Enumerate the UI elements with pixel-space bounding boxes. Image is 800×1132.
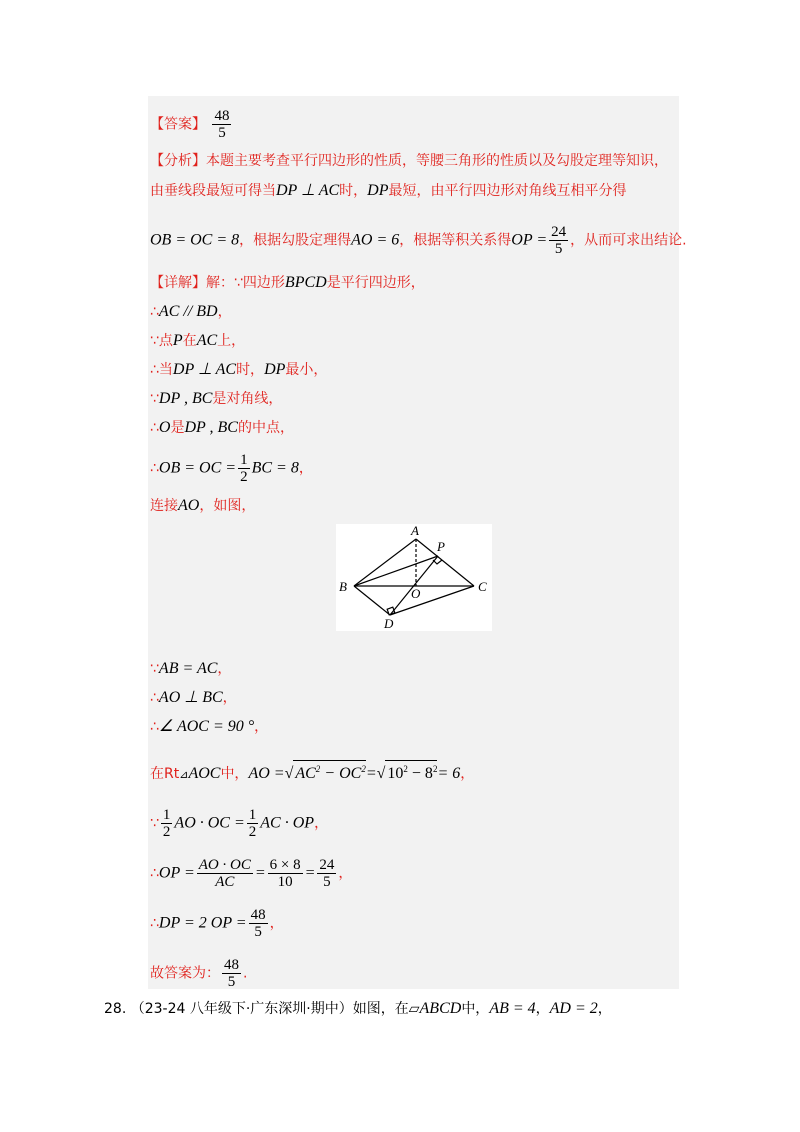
answer-fraction: $\frac{48}{5}$ <box>214 108 230 141</box>
parallelogram-symbol: ▱ <box>408 1001 420 1017</box>
detail-line-9: ∵AB = AC， <box>150 660 232 677</box>
detail-line-3: ∵点P在AC上， <box>150 332 246 349</box>
segment-bd <box>354 586 390 615</box>
parallelogram-diagram <box>336 524 492 631</box>
geometry-figure <box>336 524 492 631</box>
right-angle-mark-d <box>387 607 395 615</box>
question-number: 28. <box>104 1001 127 1017</box>
label-d: D <box>384 616 394 631</box>
right-angle-mark-p <box>433 560 442 564</box>
detail-line-15: ∴DP = 2 OP = $\frac{48}{5}$ ， <box>150 907 284 940</box>
detail-line-16: 故答案为： $\frac{48}{5}$ . <box>150 957 248 990</box>
label-a: A <box>411 524 419 538</box>
label-c: C <box>478 579 487 594</box>
label-p: P <box>437 539 445 554</box>
segment-dc <box>390 586 474 615</box>
analysis-line-2: 由垂线段最短可得当DP ⊥ AC时，DP最短，由平行四边形对角线互相平分得 <box>150 182 627 199</box>
detail-line-1: 【详解】解：∵四边形BPCD是平行四边形， <box>150 274 425 291</box>
detail-line-8: 连接AO，如图， <box>150 497 256 514</box>
detail-line-4: ∴当DP ⊥ AC时，DP最小， <box>150 361 328 378</box>
detail-line-14: ∴OP = $\frac{AO \cdot OC}{AC}$ = $\frac{6 \times 8}{10}$ = $\frac{24}{5}$ ， <box>150 857 353 890</box>
detail-tag: 【详解】 <box>150 275 206 291</box>
detail-line-10: ∴AO ⊥ BC， <box>150 689 237 706</box>
answer-tag: 【答案】 <box>150 116 206 133</box>
label-o: O <box>411 586 421 601</box>
detail-line-2: ∴AC // BD， <box>150 303 232 320</box>
detail-line-12: 在Rt⊿AOC中，AO =√ $AC^2 - OC^2=√$ $10^2 - 8^2= 6$， <box>150 760 474 784</box>
sqrt-ac-oc: $AC^2 - OC^2$ <box>293 760 365 782</box>
sqrt-10-8: $10^2 - 8^2$ <box>385 760 437 782</box>
detail-line-5: ∵DP , BC是对角线， <box>150 390 283 407</box>
answer-line <box>150 108 233 141</box>
analysis-tag: 【分析】 <box>150 153 206 169</box>
analysis-line-1: 【分析】本题主要考查平行四边形的性质，等腰三角形的性质以及勾股定理等知识， <box>150 153 668 169</box>
question-28-line: 28. （23-24 八年级下·广东深圳·期中）如图，在▱ABCD中，AB = 4，AD = 2， <box>104 1000 612 1017</box>
segment-ac <box>416 539 474 586</box>
label-b: B <box>339 579 347 594</box>
detail-line-11: ∴∠ AOC = 90 °， <box>150 718 269 735</box>
analysis-line-3: OB = OC = 8，根据勾股定理得AO = 6，根据等积关系得OP = $\frac{24}{5}$ ，从而可求出结论. <box>150 224 687 257</box>
detail-line-7: ∴OB = OC = $\frac{1}{2}$ BC = 8， <box>150 452 313 485</box>
segment-ab <box>354 539 416 586</box>
detail-line-6: ∴O是DP , BC的中点， <box>150 419 294 436</box>
detail-line-13: ∵ $\frac{1}{2}$ AO · OC = $\frac{1}{2}$ AC · OP， <box>150 807 329 840</box>
